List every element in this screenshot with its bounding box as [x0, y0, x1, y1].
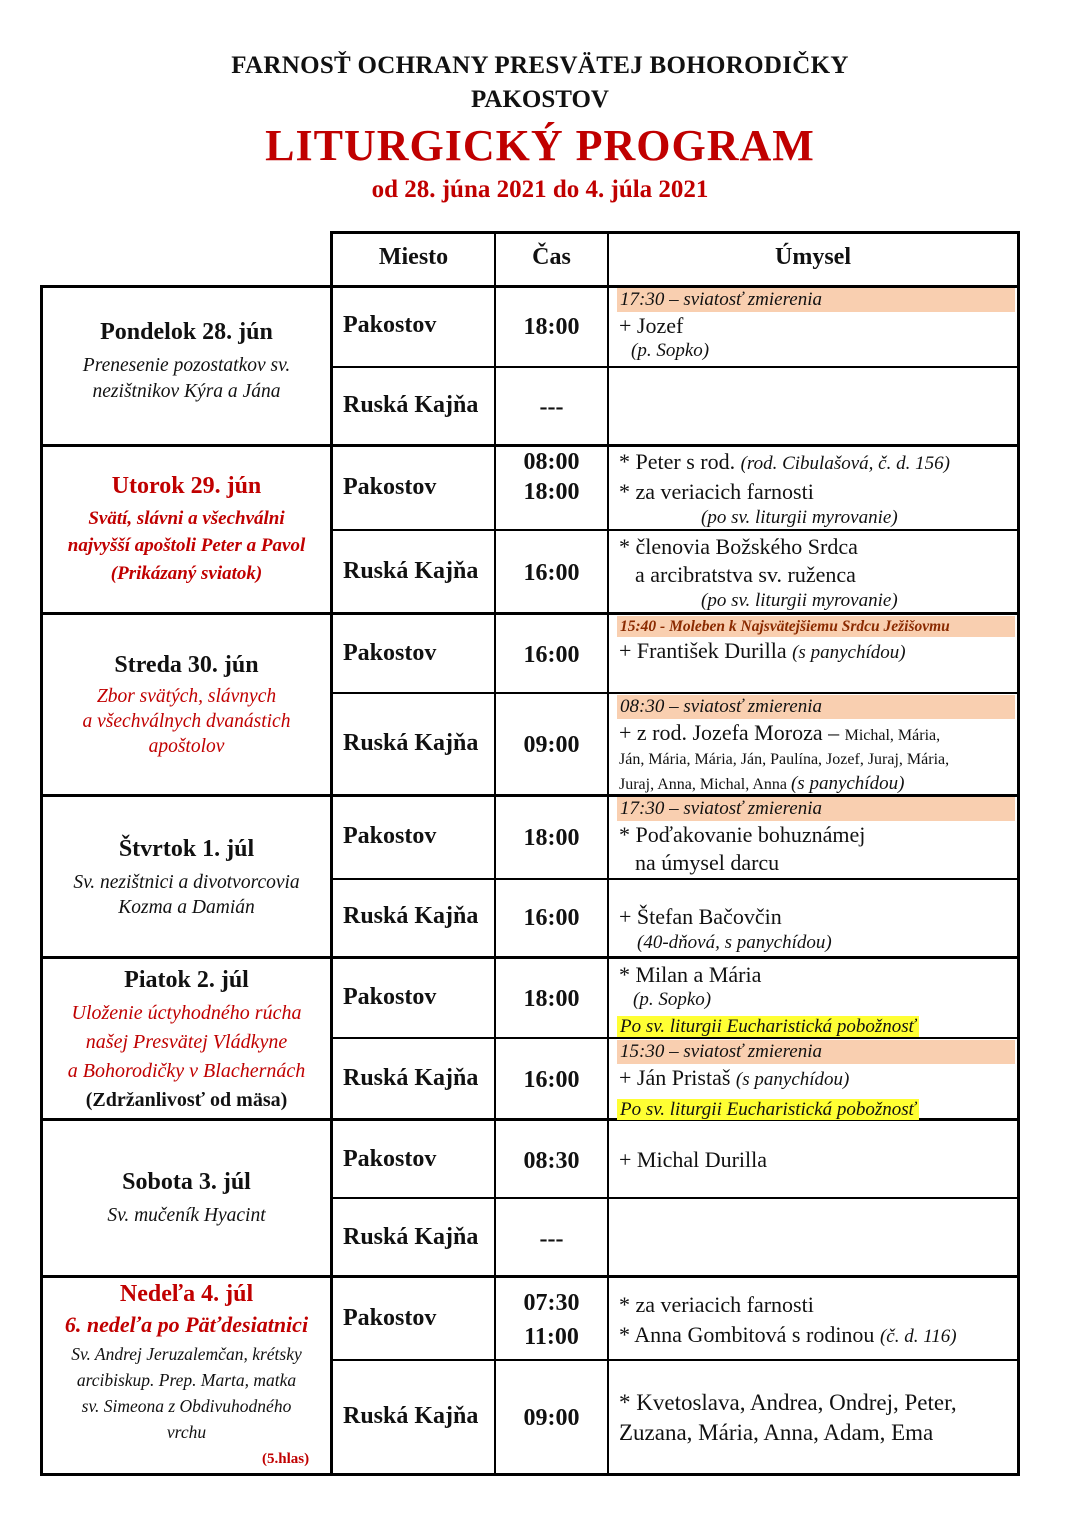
devotion-note: Po sv. liturgii Eucharistická pobožnosť: [617, 1099, 919, 1120]
village-name: PAKOSTOV: [471, 86, 609, 113]
intention-line: * Milan a Mária: [619, 962, 762, 987]
confession-note: 17:30 – sviatosť zmierenia: [617, 288, 1015, 312]
intention-note: (p. Sopko): [633, 989, 712, 1010]
feast-line: Prenesenie pozostatkov sv.: [82, 354, 291, 376]
time: 11:00: [524, 1324, 579, 1350]
intention: [611, 695, 1015, 797]
feast-line: Sv. mučeník Hyacint: [107, 1204, 266, 1226]
day-name: Sobota 3. júl: [122, 1169, 251, 1195]
time: 18:00: [523, 479, 580, 505]
feast-line: a Bohorodičky v Blachernách: [67, 1059, 306, 1082]
times: [496, 1286, 607, 1354]
time: 09:00: [523, 732, 580, 758]
tone-note: (5.hlas): [262, 1451, 310, 1467]
place-pakostov: Pakostov: [343, 984, 437, 1010]
times: [496, 447, 607, 507]
intention: [611, 1388, 1015, 1448]
feast-line: a všechválnych dvanástich: [82, 711, 291, 733]
place-ruska-kajna: Ruská Kajňa: [343, 392, 479, 418]
devotion-note: Po sv. liturgii Eucharistická pobožnosť: [617, 1016, 919, 1037]
intention-note: (p. Sopko): [631, 340, 710, 361]
intention-line: * Kvetoslava, Andrea, Ondrej, Peter,: [619, 1390, 957, 1415]
column-header-place: Miesto: [378, 244, 449, 270]
day-name: Nedeľa 4. júl: [119, 1281, 254, 1307]
intention-line: + Michal Durilla: [619, 1147, 768, 1172]
feast-line: sv. Simeona z Obdivuhodného: [81, 1396, 292, 1417]
place-pakostov: Pakostov: [343, 1146, 437, 1172]
feast-line: Sv. Andrej Jeruzalemčan, krétsky: [71, 1343, 302, 1364]
intention: [611, 533, 1015, 613]
intention-line: Zuzana, Mária, Anna, Adam, Ema: [619, 1420, 934, 1445]
time: 16:00: [523, 642, 580, 668]
time: 07:30: [523, 1290, 580, 1316]
time: 18:00: [523, 314, 580, 340]
time: 16:00: [523, 1067, 580, 1093]
day-name: Pondelok 28. jún: [100, 319, 273, 345]
place-ruska-kajna: Ruská Kajňa: [343, 1403, 479, 1429]
intention: [611, 1146, 1015, 1174]
page-title: LITURGICKÝ PROGRAM: [265, 121, 815, 170]
confession-note: 15:30 – sviatosť zmierenia: [617, 1040, 1015, 1064]
intention-line: * členovia Božského Srdca: [619, 534, 858, 559]
intention-note: (40-dňová, s panychídou): [637, 932, 832, 953]
feast-line: Svätí, slávni a všechválni: [88, 507, 285, 529]
moleben-note: 15:40 - Moleben k Najsvätejšiemu Srdcu Ježišovmu: [617, 616, 1015, 637]
intention-line: na úmysel darcu: [635, 850, 780, 875]
place-pakostov: Pakostov: [343, 640, 437, 666]
intention-note: (po sv. liturgii myrovanie): [701, 507, 898, 528]
time: 08:30: [523, 1148, 580, 1174]
time: 16:00: [523, 560, 580, 586]
intention-note: (po sv. liturgii myrovanie): [701, 590, 898, 611]
day-name: Štvrtok 1. júl: [118, 836, 255, 862]
place-ruska-kajna: Ruská Kajňa: [343, 730, 479, 756]
intention-line: + Ján Pristaš (s panychídou): [619, 1065, 850, 1090]
intention: [611, 903, 1015, 955]
intention: [611, 961, 1015, 1039]
feast-line: arcibiskup. Prep. Marta, matka: [76, 1369, 297, 1390]
column-header-time: Čas: [532, 244, 571, 270]
intention-line: Juraj, Anna, Michal, Anna (s panychídou): [619, 773, 905, 794]
intention-line: * za veriacich farnosti: [619, 479, 814, 504]
place-ruska-kajna: Ruská Kajňa: [343, 1065, 479, 1091]
feast-line: vrchu: [166, 1422, 207, 1443]
intention-line: + Štefan Bačovčin: [619, 904, 782, 929]
place-ruska-kajna: Ruská Kajňa: [343, 1224, 479, 1250]
intention-line: + Jozef: [619, 313, 684, 338]
place-pakostov: Pakostov: [343, 823, 437, 849]
time: 08:00: [523, 449, 580, 475]
feast-line: Uloženie úctyhodného rúcha: [71, 1001, 302, 1024]
feast-line: Sv. nezištnici a divotvorcovia: [73, 871, 300, 893]
date-range: od 28. júna 2021 do 4. júla 2021: [371, 176, 709, 203]
intention: [611, 288, 1015, 362]
sunday-subtitle: 6. nedeľa po Päťdesiatnici: [64, 1311, 309, 1337]
fast-note: (Zdržanlivosť od mäsa): [85, 1088, 288, 1111]
confession-note: 08:30 – sviatosť zmierenia: [617, 695, 1015, 719]
place-pakostov: Pakostov: [343, 1305, 437, 1331]
day-saturday: [43, 1168, 330, 1229]
day-name: Streda 30. jún: [114, 652, 259, 678]
feast-line: nezištnikov Kýra a Jána: [92, 381, 281, 403]
time: 16:00: [523, 905, 580, 931]
day-name: Utorok 29. jún: [111, 473, 262, 499]
day-thursday: [43, 835, 330, 920]
place-pakostov: Pakostov: [343, 474, 437, 500]
day-tuesday: [43, 472, 330, 587]
feast-line: (Prikázaný sviatok): [110, 562, 263, 584]
intention-line: * Anna Gombitová s rodinou (č. d. 116): [619, 1322, 957, 1347]
place-pakostov: Pakostov: [343, 312, 437, 338]
feast-line: najvyšší apoštoli Peter a Pavol: [67, 535, 306, 557]
feast-line: Zbor svätých, slávnych: [96, 685, 277, 707]
intention-line: * Poďakovanie bohuznámej: [619, 822, 866, 847]
column-header-intention: Úmysel: [775, 244, 851, 270]
day-monday: [43, 318, 330, 405]
time: 18:00: [523, 986, 580, 1012]
time: ---: [539, 1226, 564, 1252]
day-sunday: [43, 1280, 330, 1446]
day-friday: [43, 966, 330, 1114]
feast-line: našej Presvätej Vládkyne: [85, 1030, 288, 1053]
place-ruska-kajna: Ruská Kajňa: [343, 903, 479, 929]
parish-name: FARNOSŤ OCHRANY PRESVÄTEJ BOHORODIČKY: [231, 52, 849, 79]
place-ruska-kajna: Ruská Kajňa: [343, 558, 479, 584]
time: 18:00: [523, 825, 580, 851]
time: 09:00: [523, 1405, 580, 1431]
intention-line: Ján, Mária, Mária, Ján, Paulína, Jozef, Juraj, Mária,: [619, 751, 950, 768]
time: ---: [539, 394, 564, 420]
intention: [611, 616, 1015, 667]
confession-note: 17:30 – sviatosť zmierenia: [617, 797, 1015, 821]
feast-line: apoštolov: [148, 736, 225, 758]
intention: [611, 1040, 1015, 1122]
day-wednesday: [43, 651, 330, 760]
intention-line: * za veriacich farnosti: [619, 1292, 814, 1317]
intention: [611, 797, 1015, 877]
intention: [611, 448, 1015, 530]
feast-line: Kozma a Damián: [118, 897, 255, 919]
intention: [611, 1290, 1015, 1352]
day-name: Piatok 2. júl: [124, 967, 249, 993]
intention-line: * Peter s rod. (rod. Cibulašová, č. d. 156): [619, 449, 950, 474]
intention-line: a arcibratstva sv. ruženca: [635, 562, 856, 587]
intention-line: + z rod. Jozefa Moroza – Michal, Mária,: [619, 720, 941, 745]
intention-line: + František Durilla (s panychídou): [619, 638, 906, 663]
